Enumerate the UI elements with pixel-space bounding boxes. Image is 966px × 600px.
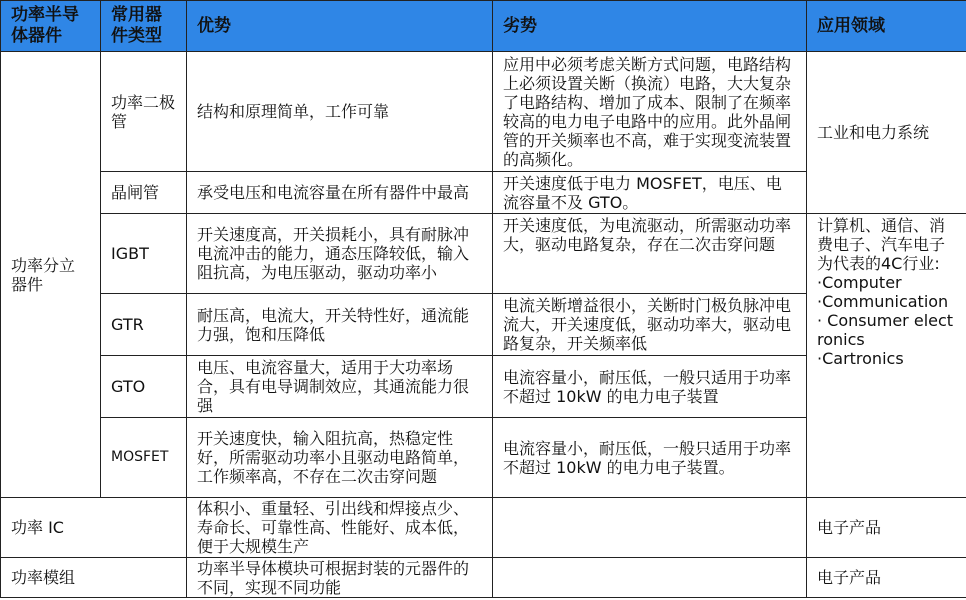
advantages-cell: 电压、电流容量大，适用于大功率场合，具有电导调制效应，其通流能力很强 <box>187 356 493 418</box>
application-4c-item: ·Communication <box>817 292 949 311</box>
disadvantages-cell: 电流关断增益很小，关断时门极负脉冲电流大，开关速度低，驱动功率大，驱动电路复杂，开关频率低 <box>493 294 807 356</box>
disadvantages-cell <box>493 498 807 558</box>
application-cell: 电子产品 <box>807 498 966 558</box>
header-row <box>1 1 966 52</box>
application-cell: 电子产品 <box>807 558 966 598</box>
disadvantages-cell: 开关速度低于电力 MOSFET，电压、电流容量不及 GTO。 <box>493 172 807 214</box>
disadvantages-cell: 应用中必须考虑关断方式问题，电路结构上必须设置关断（换流）电路，大大复杂了电路结构、增加了成本、限制了在频率较高的电力电子电路中的应用。此外晶闸管的开关频率也不高，难于实现变流装置的高频化。 <box>493 52 807 172</box>
table-row <box>1 498 966 558</box>
device-type: GTR <box>101 294 187 356</box>
table-row <box>1 214 966 294</box>
header-disadvantages: 劣势 <box>493 1 807 52</box>
device-type: GTO <box>101 356 187 418</box>
device-type: MOSFET <box>101 418 187 498</box>
application-4c-intro: 计算机、通信、消费电子、汽车电子为代表的4C行业: <box>817 216 946 273</box>
advantages-cell: 开关速度快，输入阻抗高，热稳定性好，所需驱动功率小且驱动电路简单，工作频率高，不存在二次击穿问题 <box>187 418 493 498</box>
table-row <box>1 52 966 172</box>
application-power: 工业和电力系统 <box>807 52 966 214</box>
category-module: 功率模组 <box>1 558 187 598</box>
disadvantages-cell: 开关速度低，为电流驱动，所需驱动功率大，驱动电路复杂，存在二次击穿问题 <box>493 214 807 294</box>
application-4c-item: · Consumer electronics <box>817 311 954 349</box>
advantages-cell: 承受电压和电流容量在所有器件中最高 <box>187 172 493 214</box>
advantages-cell: 开关速度高，开关损耗小，具有耐脉冲电流冲击的能力，通态压降较低，输入阻抗高，为电压驱动，驱动功率小 <box>187 214 493 294</box>
disadvantages-cell: 电流容量小，耐压低，一般只适用于功率不超过 10kW 的电力电子装置。 <box>493 418 807 498</box>
application-4c <box>807 214 966 498</box>
category-ic: 功率 IC <box>1 498 187 558</box>
advantages-cell: 功率半导体模块可根据封装的元器件的不同，实现不同功能 <box>187 558 493 598</box>
header-category: 功率半导体器件 <box>1 1 101 52</box>
category-discrete: 功率分立器件 <box>1 52 101 498</box>
disadvantages-cell: 电流容量小，耐压低，一般只适用于功率不超过 10kW 的电力电子装置 <box>493 356 807 418</box>
application-4c-item: ·Computer <box>817 273 902 292</box>
header-type: 常用器件类型 <box>101 1 187 52</box>
device-type: 功率二极管 <box>101 52 187 172</box>
advantages-cell: 结构和原理简单，工作可靠 <box>187 52 493 172</box>
header-advantages: 优势 <box>187 1 493 52</box>
disadvantages-cell <box>493 558 807 598</box>
advantages-cell: 耐压高，电流大，开关特性好，通流能力强，饱和压降低 <box>187 294 493 356</box>
device-type: IGBT <box>101 214 187 294</box>
application-4c-item: ·Cartronics <box>817 349 904 368</box>
header-applications: 应用领域 <box>807 1 966 52</box>
table-row <box>1 558 966 598</box>
device-type: 晶闸管 <box>101 172 187 214</box>
advantages-cell: 体积小、重量轻、引出线和焊接点少、寿命长、可靠性高、性能好、成本低，便于大规模生产 <box>187 498 493 558</box>
